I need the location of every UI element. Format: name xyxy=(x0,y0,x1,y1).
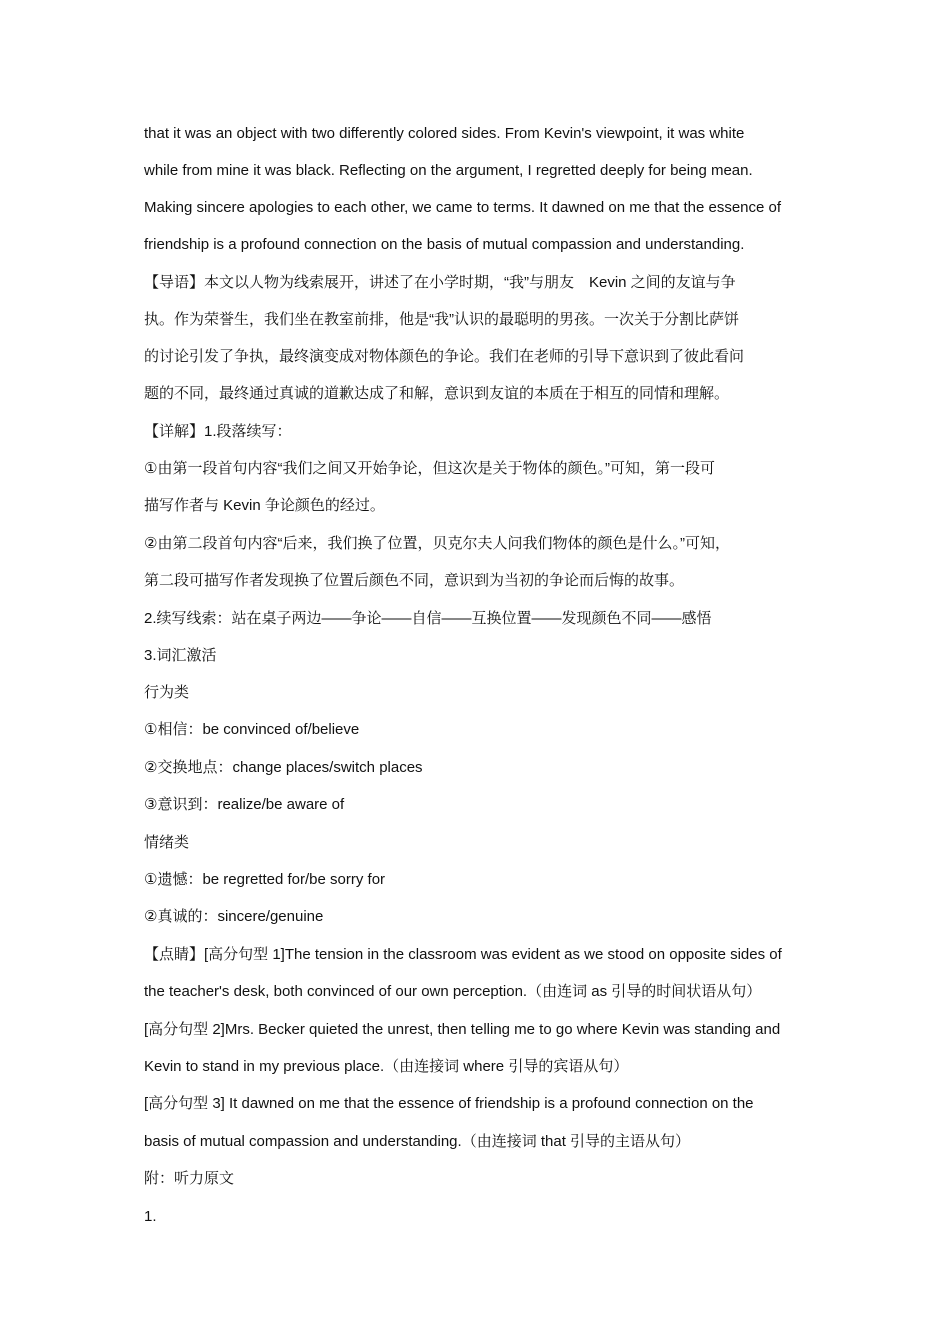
section-intro-line: 题的不同，最终通过真诚的道歉达成了和解，意识到友谊的本质在于相互的同情和理解。 xyxy=(144,385,730,402)
vocab-item: ②真诚的：sincere/genuine xyxy=(144,908,324,925)
appendix-item-number: 1. xyxy=(144,1208,157,1225)
section-intro-line: 的讨论引发了争执，最终演变成对物体颜色的争论。我们在老师的引导下意识到了彼此看问 xyxy=(144,348,745,365)
vocab-category: 行为类 xyxy=(144,684,190,701)
detail-line: ①由第一段首句内容“我们之间又开始争论，但这次是关于物体的颜色。”可知，第一段可 xyxy=(144,460,715,477)
detail-line: 描写作者与 Kevin 争论颜色的经过。 xyxy=(144,497,385,514)
highlight-line: basis of mutual compassion and understanding.（由连接词 that 引导的主语从句） xyxy=(144,1133,691,1150)
paragraph-line: friendship is a profound connection on the basis of mutual compassion and understanding. xyxy=(144,236,745,253)
section-intro-line: 执。作为荣誉生，我们坐在教室前排，他是“我”认识的最聪明的男孩。一次关于分割比萨饼 xyxy=(144,311,739,328)
vocab-heading: 3.词汇激活 xyxy=(144,647,217,664)
paragraph-line: that it was an object with two differently colored sides. From Kevin's viewpoint, it was white xyxy=(144,125,745,142)
detail-line: ②由第二段首句内容“后来，我们换了位置，贝克尔夫人问我们物体的颜色是什么。”可知， xyxy=(144,535,730,552)
paragraph-line: while from mine it was black. Reflecting on the argument, I regretted deeply for being mean. xyxy=(144,162,753,179)
section-detail-heading: 【详解】1.段落续写： xyxy=(144,423,292,440)
vocab-item: ①遗憾：be regretted for/be sorry for xyxy=(144,871,386,888)
highlight-line: [高分句型 3] It dawned on me that the essence of friendship is a profound connection on the xyxy=(144,1095,754,1112)
paragraph-line: Making sincere apologies to each other, we came to terms. It dawned on me that the essence of xyxy=(144,199,782,216)
appendix-heading: 附：听力原文 xyxy=(144,1170,235,1187)
detail-line: 第二段可描写作者发现换了位置后颜色不同，意识到为当初的争论而后悔的故事。 xyxy=(144,572,685,589)
highlight-line: Kevin to stand in my previous place.（由连接词 where 引导的宾语从句） xyxy=(144,1058,629,1075)
vocab-item: ③意识到：realize/be aware of xyxy=(144,796,345,813)
section-intro-line: 【导语】本文以人物为线索展开，讲述了在小学时期，“我”与朋友 Kevin 之间的友谊与争 xyxy=(144,274,736,291)
highlight-line: [高分句型 2]Mrs. Becker quieted the unrest, then telling me to go where Kevin was standing and xyxy=(144,1021,781,1038)
clue-line: 2.续写线索：站在桌子两边——争论——自信——互换位置——发现颜色不同——感悟 xyxy=(144,610,712,627)
vocab-item: ①相信：be convinced of/believe xyxy=(144,721,360,738)
highlight-line: the teacher's desk, both convinced of our own perception.（由连词 as 引导的时间状语从句） xyxy=(144,983,762,1000)
vocab-item: ②交换地点：change places/switch places xyxy=(144,759,423,776)
vocab-category: 情绪类 xyxy=(144,834,190,851)
highlight-line: 【点睛】[高分句型 1]The tension in the classroom was evident as we stood on opposite sides of xyxy=(144,946,782,963)
